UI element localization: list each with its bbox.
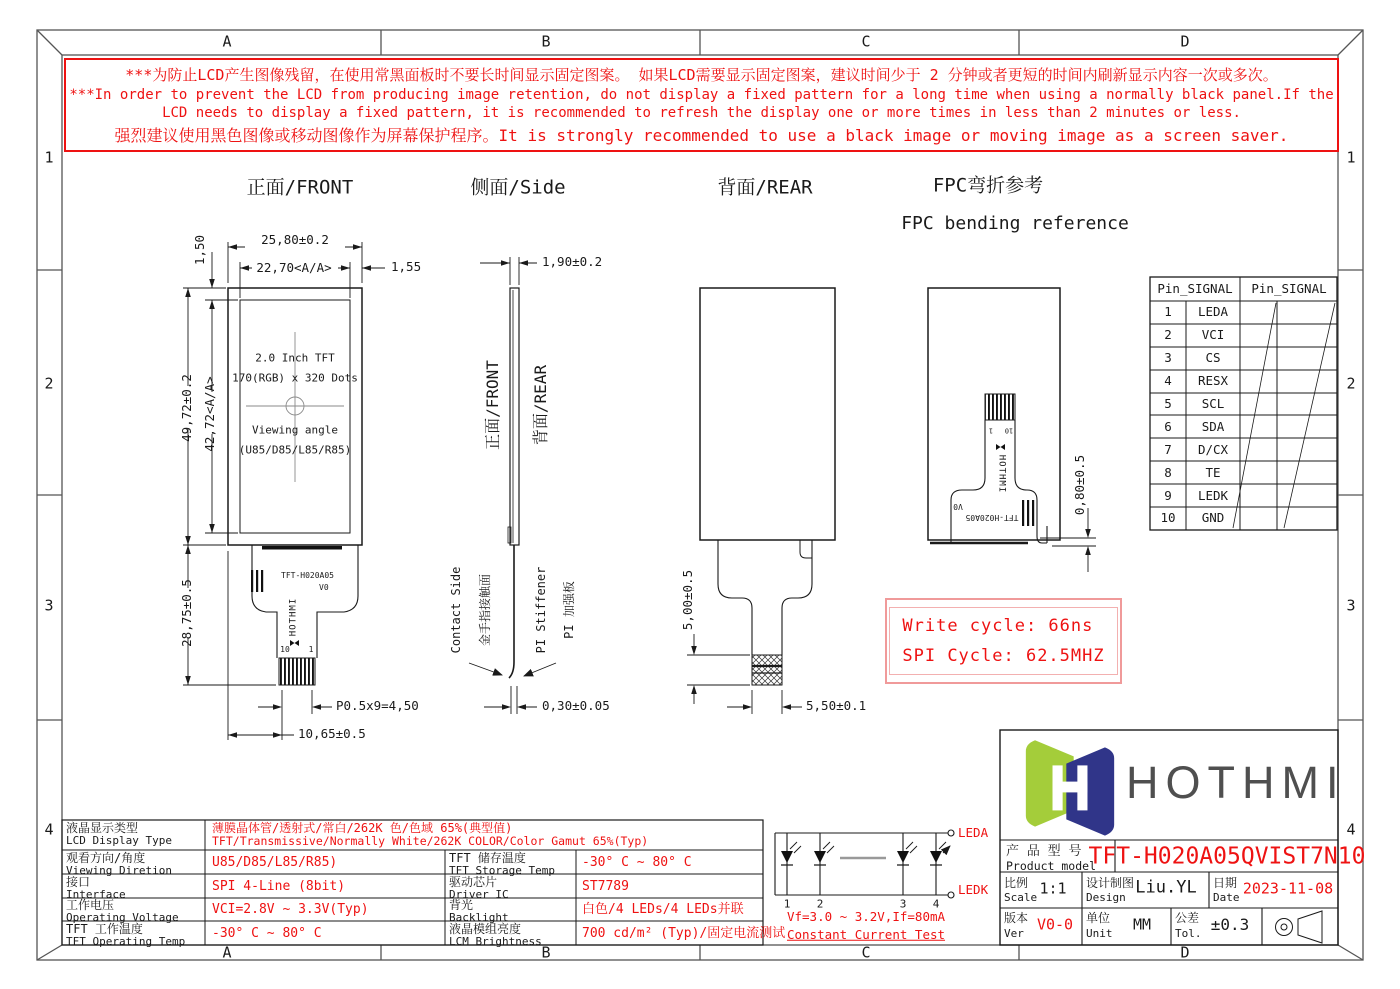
front-panel-line-1: 2.0 Inch TFT (255, 351, 335, 365)
pin-row-number: 9 (1164, 487, 1172, 503)
spec-value-display-type: 薄膜晶体管/透射式/常白/262K 色/色域 65%(典型值) TFT/Transmissive/Normally White/262K COLOR/Color Gamut 65%(Typ) (212, 821, 649, 849)
pin-row-signal: D/CX (1197, 441, 1229, 457)
front-dim-arrows (185, 244, 371, 738)
front-panel-line-2: 170(RGB) x 320 Dots (232, 371, 358, 385)
front-view-title: 正面/FRONT (246, 176, 354, 199)
zone-col-b-bottom: B (541, 943, 551, 962)
led-cathode-label: LEDK (958, 882, 989, 897)
zone-col-b-top: B (541, 32, 551, 51)
fpc-view-title-en: FPC bending reference (901, 213, 1129, 234)
pin-table-header-right: Pin_SIGNAL (1251, 280, 1327, 296)
zone-row-2-left: 2 (44, 374, 54, 393)
spec-value-viewing: U85/D85/L85/R85) (212, 855, 338, 870)
dim-fpc-tail-offset: 10,65±0.5 (298, 726, 366, 741)
scale-label-cn: 比例 (1004, 876, 1029, 890)
dim-front-top-margin: 1,50 (191, 234, 207, 266)
dim-rear-tail-width: 5,50±0.1 (806, 698, 867, 713)
unit-label-cn: 单位 (1086, 911, 1111, 925)
spec-label-interface: 接口 Interface (66, 875, 126, 902)
dim-rear-tail-len: 5,00±0.5 (679, 569, 695, 631)
zone-row-3-right: 3 (1346, 596, 1356, 615)
front-panel-line-3: Viewing angle (251, 423, 339, 437)
led-spec-text: Vf=3.0 ~ 3.2V,If=80mA (786, 908, 946, 924)
tolerance-label-en: Tol. (1175, 927, 1202, 940)
front-fpc-ver: V0 (319, 583, 329, 592)
spec-value-voltage: VCI=2.8V ~ 3.3V(Typ) (212, 902, 369, 917)
pin-row-signal: SCL (1201, 395, 1225, 411)
spec-label-voltage: 工作电压 Operating Voltage (66, 898, 179, 925)
tolerance-label-cn: 公差 (1175, 911, 1200, 925)
unit-label-en: Unit (1086, 927, 1113, 940)
led-circuit (775, 830, 954, 898)
pin-table-header-left: Pin_SIGNAL (1157, 280, 1233, 296)
pin-row-signal: LEDA (1197, 303, 1229, 319)
pin-row-number: 10 (1160, 509, 1176, 525)
spec-value-backlight: 白色/4 LEDs/4 LEDs并联 (582, 902, 744, 917)
side-stiffener-label-cn: PI 加强板 (562, 581, 576, 639)
dim-front-right-margin: 1,55 (391, 259, 422, 274)
zone-row-4-right: 4 (1346, 820, 1356, 839)
brand-wordmark: HOTHMI (1126, 757, 1346, 808)
front-panel-line-4: (U85/D85/L85/R85) (238, 443, 352, 457)
pin-row-number: 3 (1164, 349, 1172, 365)
zone-col-c-top: C (861, 32, 871, 51)
spec-value-operating-temp: -30° C ~ 80° C (212, 926, 322, 941)
version-label-en: Ver (1004, 927, 1024, 940)
pin-row-signal: CS (1205, 349, 1221, 365)
warning-line-1: ***为防止LCD产生图像残留，在使用常黑面板时不要长时间显示固定图案。 如果LCD需要显示固定图案，建议时间少于 2 分钟或者更短的时间内刷新显示内容一次或多次。 (125, 66, 1278, 84)
scale-label-en: Scale (1004, 891, 1038, 904)
warning-line-2: ***In order to prevent the LCD from producing image retention, do not display a fixed pattern for a long time when using a normally black panel.If the (69, 87, 1334, 103)
hothmi-logo-icon (1026, 740, 1114, 835)
zone-col-d-top: D (1180, 32, 1190, 51)
dim-thickness: 1,90±0.2 (542, 254, 603, 269)
retention-warning-box (64, 58, 1339, 152)
rear-dimensions (687, 634, 802, 714)
front-pin-1-label: 1 (308, 645, 314, 654)
pin-row-signal: SDA (1201, 418, 1225, 434)
zone-row-4-left: 4 (44, 820, 54, 839)
design-value: Liu.YL (1135, 877, 1197, 898)
date-label-en: Date (1213, 891, 1240, 904)
rear-view-title: 背面/REAR (717, 176, 813, 199)
bend-fpc-brand: HOTHMI (996, 454, 1007, 494)
version-label-cn: 版本 (1004, 911, 1029, 925)
warning-line-3: LCD needs to display a fixed pattern, it is recommended to refresh the display one or more times in less than 2 minutes or less. (162, 105, 1241, 121)
led-number-1: 1 (783, 897, 791, 911)
spec-label-backlight: 背光 Backlight (449, 898, 509, 925)
write-cycle-line: Write cycle: 66ns (902, 616, 1094, 636)
design-label-cn: 设计制图 (1086, 876, 1135, 890)
product-model-value: TFT-H020A05QVIST7N10 (1088, 843, 1366, 870)
front-pin-10-label: 10 (280, 645, 290, 654)
warning-line-4: 强烈建议使用黑色图像或移动图像作为屏幕保护程序。It is strongly recommended to use a black image or moving image as a screen saver. (114, 126, 1289, 145)
zone-row-3-left: 3 (44, 596, 54, 615)
zone-col-c-bottom: C (861, 943, 871, 962)
pin-table-grid (1150, 277, 1337, 530)
dim-front-height: 49,72±0.2 (178, 374, 194, 442)
pin-row-number: 7 (1164, 441, 1172, 457)
side-view-title: 侧面/Side (470, 176, 566, 199)
dim-front-width: 25,80±0.2 (261, 231, 329, 247)
pin-row-number: 5 (1164, 395, 1172, 411)
dim-fpc-thickness: 0,30±0.05 (542, 698, 610, 713)
fpc-bend-logo-glyph (996, 444, 1005, 450)
pin-row-number: 4 (1164, 372, 1172, 388)
projection-symbol-icon (1276, 911, 1323, 943)
dim-fpc-length: 28,75±0.5 (178, 579, 194, 647)
spec-label-operating-temp: TFT 工作温度 TFT Operating Temp (66, 922, 186, 949)
spec-value-storage-temp: -30° C ~ 80° C (582, 855, 692, 870)
fpc-logo-glyph (290, 640, 299, 646)
spec-label-brightness: 液晶模组亮度 LCM Brightness (449, 922, 542, 949)
side-contact-label-cn: 金手指接触面 (478, 573, 492, 647)
product-model-label-en: Product model (1006, 859, 1097, 873)
fpc-bend-dim-arrows (1085, 529, 1091, 555)
spec-value-driver-ic: ST7789 (582, 879, 629, 894)
zone-col-d-bottom: D (1180, 943, 1190, 962)
dim-front-aa-width: 22,70<A/A> (256, 259, 332, 275)
tolerance-value: ±0.3 (1210, 915, 1250, 934)
pin-row-number: 8 (1164, 464, 1172, 480)
design-label-en: Design (1086, 891, 1126, 904)
dim-fold-gap: 0,80±0.5 (1071, 454, 1087, 516)
pin-row-signal: VCI (1201, 326, 1225, 342)
led-anode-label: LEDA (958, 825, 989, 840)
front-fpc-model: TFT-H020A05 (281, 571, 334, 580)
spec-value-interface: SPI 4-Line (8bit) (212, 879, 346, 894)
pin-row-signal: LEDK (1197, 487, 1229, 503)
spec-value-brightness: 700 cd/m² (Typ)/固定电流测试 (582, 926, 786, 941)
pin-row-signal: RESX (1197, 372, 1229, 388)
led-test-text: Constant Current Test (786, 926, 946, 942)
spec-label-storage-temp: TFT 储存温度 TFT Storage Temp (449, 851, 555, 878)
unit-value: MM (1132, 915, 1152, 934)
scale-value: 1:1 (1039, 879, 1067, 898)
zone-col-a-bottom: A (222, 943, 232, 962)
side-front-label: 正面/FRONT (483, 360, 502, 450)
fpc-view-title-cn: FPC弯折参考 (932, 174, 1044, 197)
date-label-cn: 日期 (1213, 876, 1238, 890)
side-stiffener-label-en: PI Stiffener (534, 566, 548, 654)
zone-col-a-top: A (222, 32, 232, 51)
led-number-4: 4 (932, 897, 940, 911)
date-value: 2023-11-08 (1242, 879, 1334, 898)
spec-label-driver-ic: 驱动芯片 Driver IC (449, 875, 509, 902)
spec-label-display-type: 液晶显示类型 LCD Display Type (66, 821, 172, 848)
side-rear-label: 背面/REAR (531, 364, 550, 446)
pin-row-signal: GND (1201, 509, 1225, 525)
zone-row-1-right: 1 (1346, 148, 1356, 167)
front-fpc-brand: HOTHMI (288, 597, 299, 637)
write-cycle-note-box (885, 598, 1122, 684)
pin-row-number: 6 (1164, 418, 1172, 434)
dim-front-aa-height: 42,72<A/A> (201, 376, 217, 452)
bend-fpc-ver: V0 (953, 502, 963, 511)
fpc-bend-outline (928, 288, 1060, 543)
pin-row-signal: TE (1205, 464, 1221, 480)
bend-pin-1-label: 1 (988, 426, 994, 435)
rear-view-outline (700, 288, 835, 685)
spi-cycle-line: SPI Cycle: 62.5MHZ (902, 646, 1105, 666)
bend-pin-10-label: 10 (1004, 426, 1014, 435)
version-value: V0-0 (1036, 915, 1074, 934)
dim-pin-pitch: P0.5x9=4,50 (336, 698, 419, 713)
pin-row-number: 1 (1164, 303, 1172, 319)
product-model-label-cn: 产 品 型 号 (1006, 844, 1082, 859)
side-view-outline (508, 288, 519, 678)
zone-row-1-left: 1 (44, 148, 54, 167)
led-number-3: 3 (899, 897, 907, 911)
pin-row-number: 2 (1164, 326, 1172, 342)
bend-fpc-model: TFT-H020A05 (965, 513, 1019, 522)
led-number-2: 2 (816, 897, 824, 911)
zone-row-2-right: 2 (1346, 374, 1356, 393)
spec-label-viewing: 观看方向/角度 Viewing Diretion (66, 851, 172, 878)
side-contact-label-en: Contact Side (449, 566, 463, 654)
